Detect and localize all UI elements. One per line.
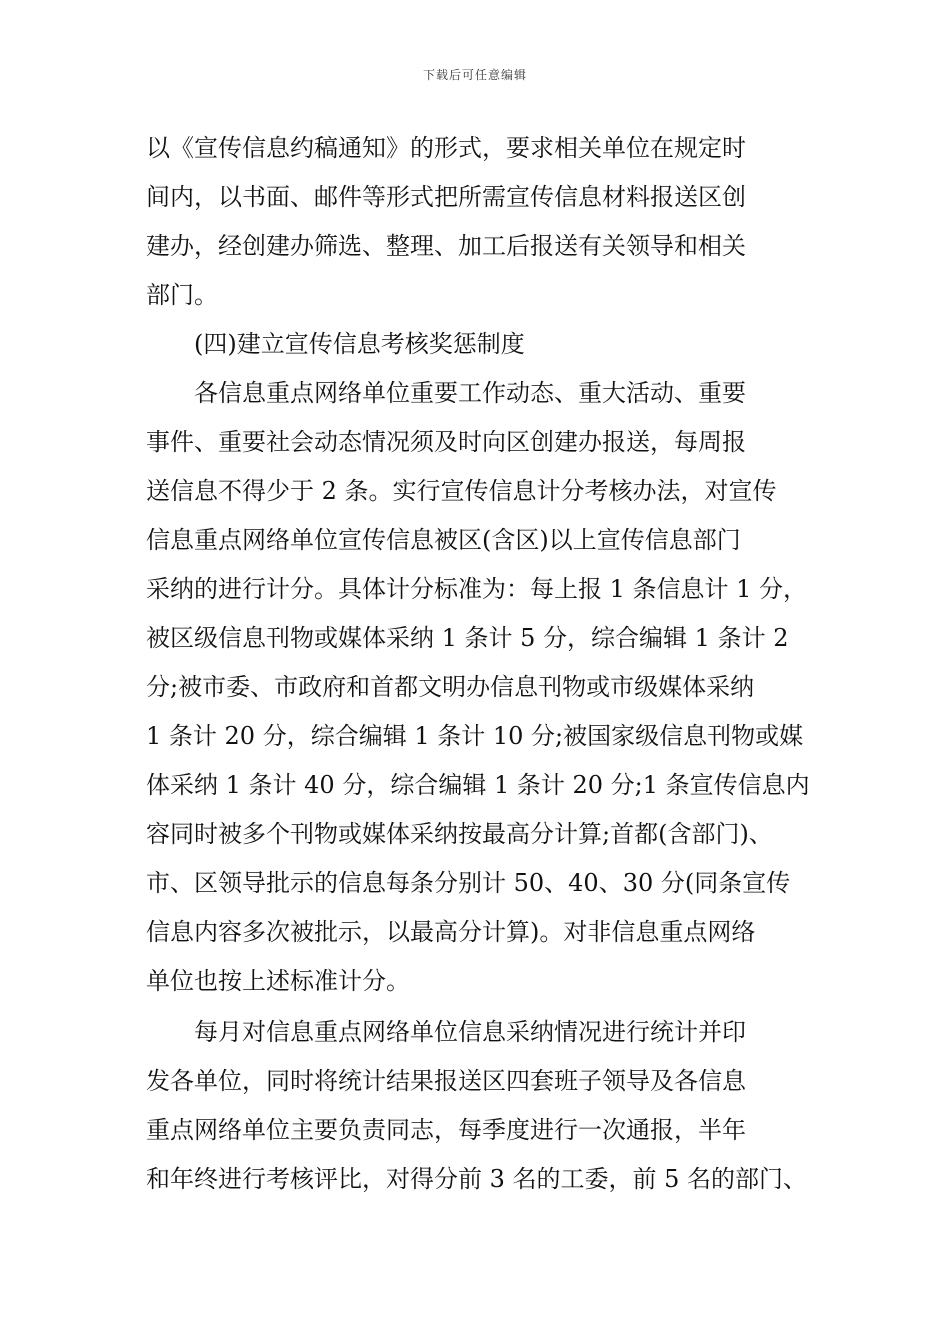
text-line: 和年终进行考核评比，对得分前 3 名的工委，前 5 名的部门、 (146, 1165, 808, 1193)
text-line: 部门。 (146, 281, 218, 309)
text-line: 单位也按上述标准计分。 (146, 967, 410, 995)
text-line: 建办，经创建办筛选、整理、加工后报送有关领导和相关 (146, 232, 746, 260)
text-line: 以《宣传信息约稿通知》的形式，要求相关单位在规定时 (146, 134, 746, 162)
text-line: 送信息不得少于 2 条。实行宣传信息计分考核办法，对宣传 (146, 477, 777, 505)
section-heading: (四)建立宣传信息考核奖惩制度 (146, 330, 525, 358)
text-line: 事件、重要社会动态情况须及时向区创建办报送，每周报 (146, 428, 746, 456)
text-line: 市、区领导批示的信息每条分别计 50、40、30 分(同条宣传 (146, 869, 791, 897)
text-line: 被区级信息刊物或媒体采纳 1 条计 5 分，综合编辑 1 条计 2 (146, 624, 789, 652)
text-line: 发各单位，同时将统计结果报送区四套班子领导及各信息 (146, 1067, 746, 1095)
text-line: 每月对信息重点网络单位信息采纳情况进行统计并印 (146, 1018, 746, 1046)
text-line: 各信息重点网络单位重要工作动态、重大活动、重要 (146, 379, 746, 407)
text-line: 1 条计 20 分，综合编辑 1 条计 10 分;被国家级信息刊物或媒 (146, 722, 804, 750)
text-line: 信息重点网络单位宣传信息被区(含区)以上宣传信息部门 (146, 526, 741, 554)
text-line: 分;被市委、市政府和首都文明办信息刊物或市级媒体采纳 (146, 673, 755, 701)
page-header: 下载后可任意编辑 (422, 68, 527, 82)
document-body (146, 124, 826, 1204)
text-line: 容同时被多个刊物或媒体采纳按最高分计算;首都(含部门)、 (146, 820, 773, 848)
text-line: 间内，以书面、邮件等形式把所需宣传信息材料报送区创 (146, 183, 746, 211)
text-line: 体采纳 1 条计 40 分，综合编辑 1 条计 20 分;1 条宣传信息内 (146, 771, 810, 799)
text-line: 信息内容多次被批示，以最高分计算)。对非信息重点网络 (146, 918, 756, 946)
text-line: 采纳的进行计分。具体计分标准为：每上报 1 条信息计 1 分， (146, 575, 808, 603)
text-line: 重点网络单位主要负责同志，每季度进行一次通报，半年 (146, 1116, 746, 1144)
